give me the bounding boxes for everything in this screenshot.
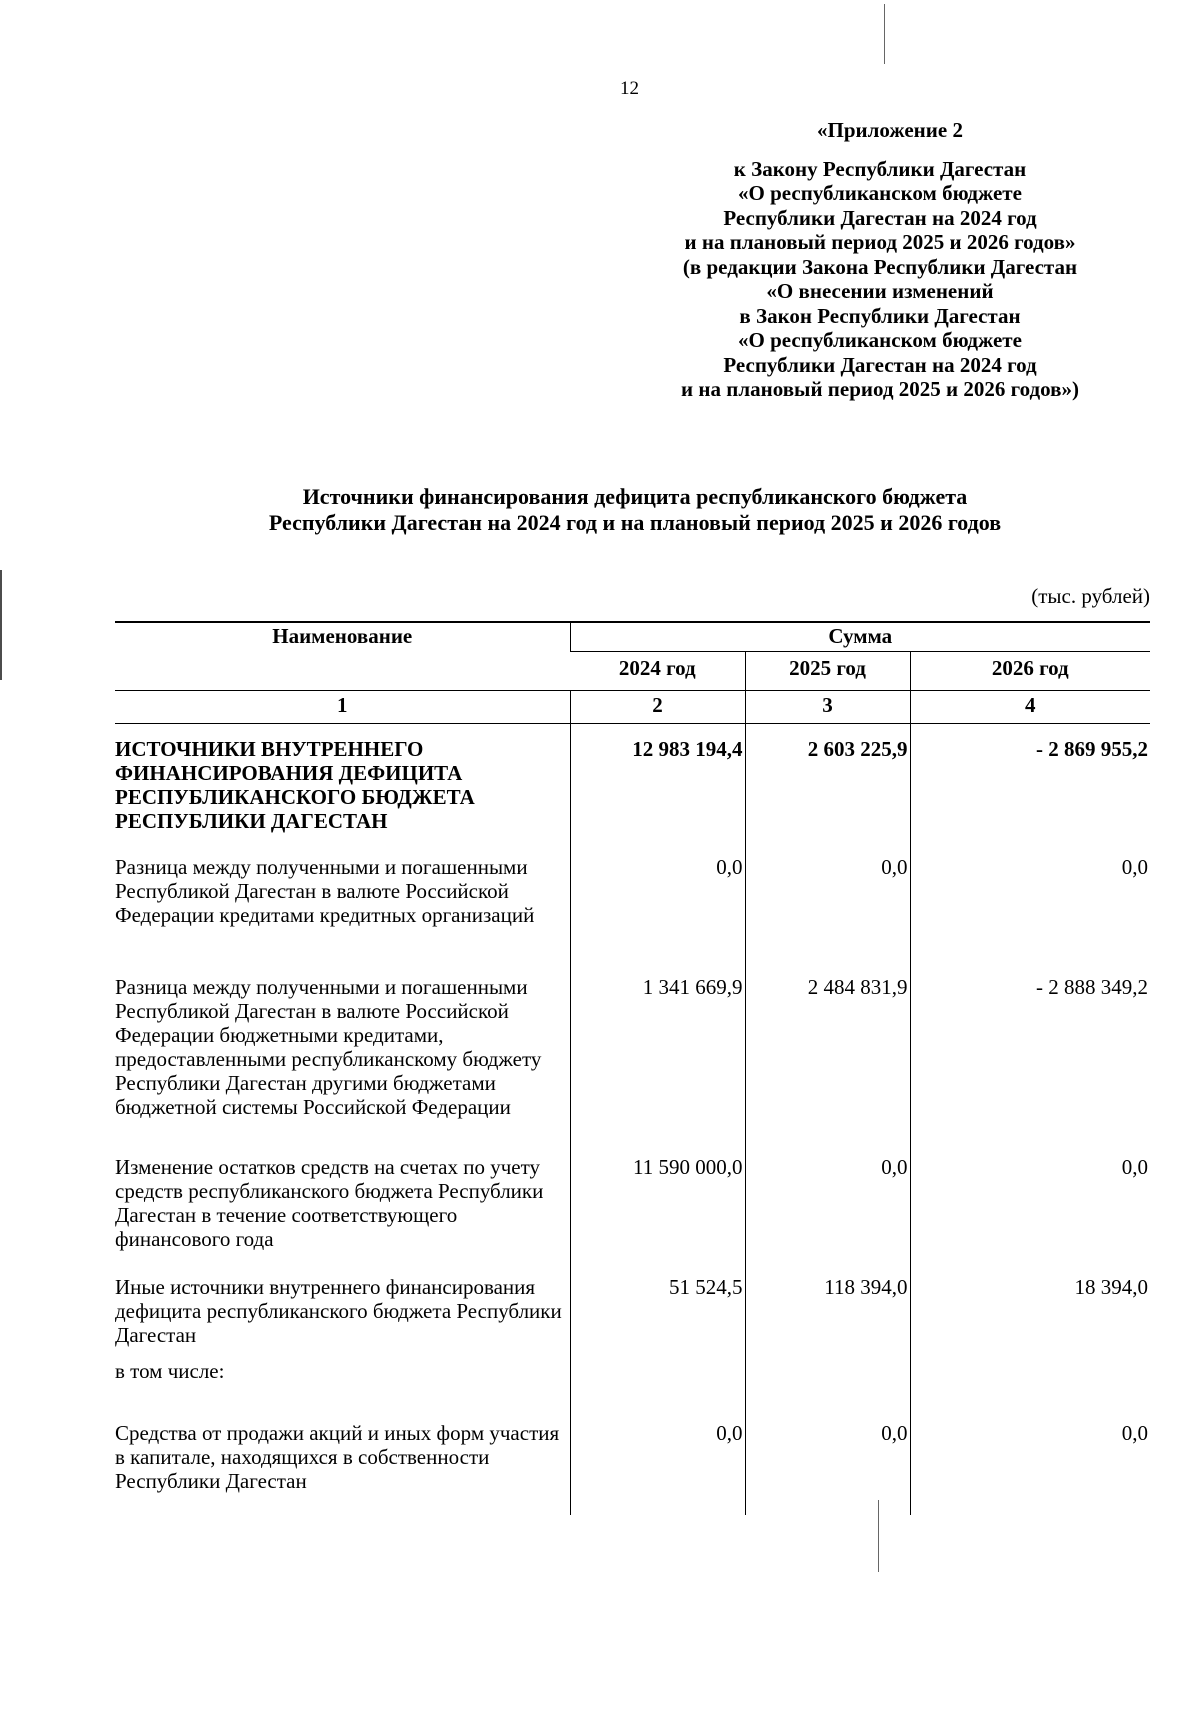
value-2024: 0,0 [570, 845, 745, 965]
row-name: Разница между полученными и погашенными Республикой Дагестан в валюте Российской Федерации бюджетными кредитами, предоставленными республиканскому бюджету Республики Дагестан другими бюджетами бюджетной системы Российской Федерации [115, 975, 542, 1119]
header-col-number: 2 [570, 691, 745, 724]
value-2026: 0,0 [910, 845, 1150, 965]
header-col-number: 3 [745, 691, 910, 724]
row-name: Разница между полученными и погашенными Республикой Дагестан в валюте Российской Федерации кредитами кредитных организаций [115, 855, 535, 927]
table-row [115, 845, 1150, 965]
annex-line: Республики Дагестан на 2024 год [723, 205, 1037, 230]
scan-fold-mark-top [884, 4, 885, 64]
annex-line: «О республиканском бюджете [738, 181, 1022, 205]
value-2026: 18 394,0 [910, 1265, 1150, 1353]
value-2026: - 2 869 955,2 [910, 724, 1150, 846]
document-title-line-2: Республики Дагестан на 2024 год и на плановый период 2025 и 2026 годов [268, 510, 1002, 535]
annex-line: «О внесении изменений [766, 279, 994, 303]
annex-line: и на плановый период 2025 и 2026 годов» [684, 230, 1076, 254]
row-name: Изменение остатков средств на счетах по учету средств республиканского бюджета Республики Дагестан в течение соответствующего финансового года [115, 1155, 544, 1251]
table-row [115, 965, 1150, 1143]
value-2024 [570, 1353, 745, 1411]
value-2025: 2 603 225,9 [745, 724, 910, 846]
value-2024: 51 524,5 [570, 1265, 745, 1353]
annex-line: и на плановый период 2025 и 2026 годов») [681, 377, 1079, 401]
value-2025: 2 484 831,9 [745, 965, 910, 1143]
header-sum: Сумма [570, 622, 1150, 652]
value-2026: - 2 888 349,2 [910, 965, 1150, 1143]
value-2026 [910, 1353, 1150, 1411]
header-year-2024: 2024 год [570, 652, 745, 691]
table-row [115, 1353, 1150, 1411]
page-number: 12 [620, 78, 639, 99]
header-col-number: 1 [115, 691, 570, 724]
header-year-2026: 2026 год [910, 652, 1150, 691]
table-row [115, 1265, 1150, 1353]
table-row [115, 1143, 1150, 1265]
table-row [115, 724, 1150, 846]
annex-line: к Закону Республики Дагестан [733, 156, 1027, 181]
value-2025: 0,0 [745, 1411, 910, 1515]
value-2024: 1 341 669,9 [570, 965, 745, 1143]
document-title-line-1: Источники финансирования дефицита республиканского бюджета [302, 484, 968, 509]
annex-title: «Приложение 2 [817, 118, 963, 142]
header-name: Наименование [115, 622, 570, 691]
units-label: (тыс. рублей) [1031, 584, 1150, 608]
value-2026: 0,0 [910, 1411, 1150, 1515]
scan-edge-mark-left [0, 570, 2, 680]
document-title [120, 484, 1150, 536]
annex-line: Республики Дагестан на 2024 год [723, 352, 1037, 377]
value-2024: 11 590 000,0 [570, 1143, 745, 1265]
scan-fold-mark-bottom [878, 1500, 879, 1572]
financing-sources-table [115, 621, 1150, 1515]
value-2026: 0,0 [910, 1143, 1150, 1265]
row-name: ИСТОЧНИКИ ВНУТРЕННЕГО ФИНАНСИРОВАНИЯ ДЕФИЦИТА РЕСПУБЛИКАНСКОГО БЮДЖЕТА РЕСПУБЛИКИ ДАГЕСТАН [115, 737, 475, 833]
value-2025 [745, 1353, 910, 1411]
row-name: Иные источники внутреннего финансирования дефицита республиканского бюджета Республики Дагестан [115, 1275, 562, 1347]
annex-line: в Закон Республики Дагестан [739, 303, 1021, 328]
value-2024: 12 983 194,4 [570, 724, 745, 846]
annex-line: «О республиканском бюджете [738, 328, 1022, 352]
value-2025: 0,0 [745, 845, 910, 965]
value-2025: 118 394,0 [745, 1265, 910, 1353]
value-2025: 0,0 [745, 1143, 910, 1265]
annex-header [640, 118, 1120, 402]
row-name: Средства от продажи акций и иных форм участия в капитале, находящихся в собственности Республики Дагестан [115, 1421, 560, 1493]
annex-line: (в редакции Закона Республики Дагестан [682, 254, 1078, 279]
row-name: в том числе: [115, 1359, 225, 1383]
header-year-2025: 2025 год [745, 652, 910, 691]
header-col-number: 4 [910, 691, 1150, 724]
table-row [115, 1411, 1150, 1515]
value-2024: 0,0 [570, 1411, 745, 1515]
